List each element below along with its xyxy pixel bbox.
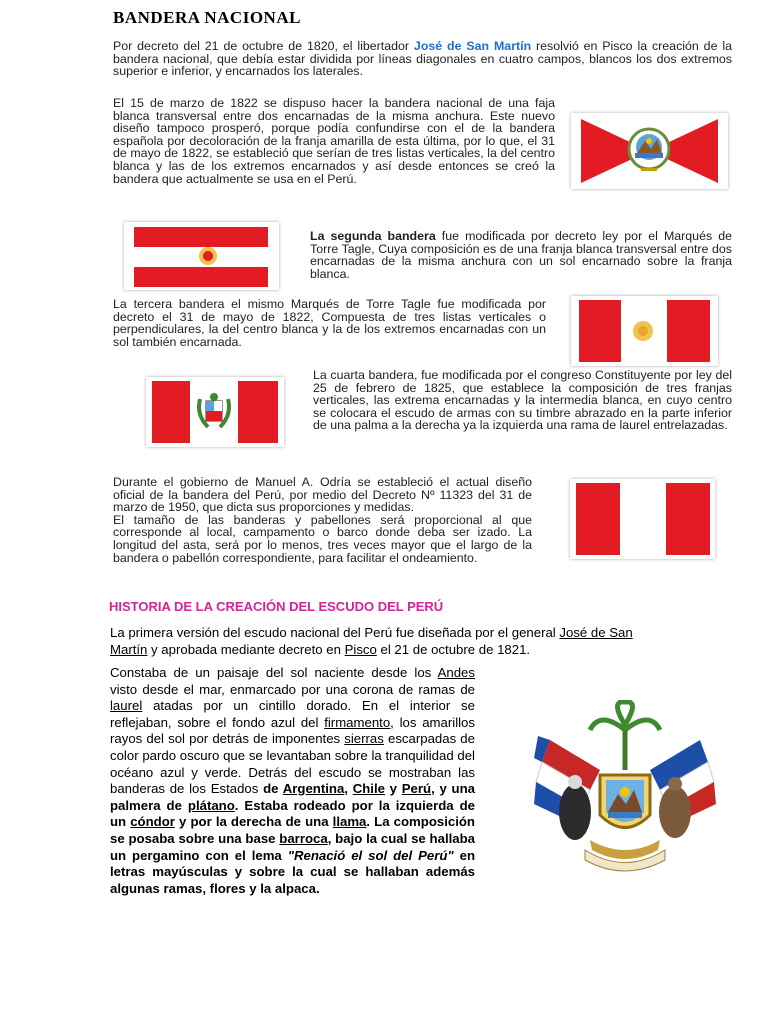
barroca-link[interactable]: barroca — [279, 830, 328, 846]
peru-link[interactable]: Perú — [401, 781, 432, 797]
second-flag-image — [124, 222, 279, 290]
pisco-link[interactable]: Pisco — [344, 641, 377, 657]
paragraph-6: Durante el gobierno de Manuel A. Odría se estableció el actual diseño oficial de la bandera del Perú, por medio del Decreto Nº 11323 del 31 de marzo de 1950, que dicta sus proporciones y medidas. El tamaño de las banderas y pabellones será proporcional al que corresponde al local, campamento o barco donde deba ser izado. La longitud del asta, será por lo menos, tres veces mayor que el largo de la bandera o pabellón correspondiente, para facilitar el ondeamiento. — [113, 475, 532, 565]
paragraph-5: La cuarta bandera, fue modificada por el congreso Constituyente por ley del 25 de febrero de 1825, que establece la composición de tres franjas verticales, las extrema encarnadas y la intermedia blanca, en cuyo centro se colocara el escudo de armas con su timbre abrazado en la parte inferior de una palma a la derecha ya la izquierda una rama de laurel entrelazadas. — [313, 368, 732, 433]
paragraph-8: La primera versión del escudo nacional del Perú fue diseñada por el general José de San Martín y aprobada mediante decreto en Pisco el 21 de octubre de 1821. — [110, 625, 633, 657]
llama-link[interactable]: llama — [332, 814, 367, 830]
argentina-link[interactable]: Argentina — [282, 781, 345, 797]
paragraph-2: El 15 de marzo de 1822 se dispuso hacer la bandera nacional de una faja blanca transversal entre dos encarnadas de la misma anchura. Este nuevo diseño tampoco prosperó, porque podía confundirse con el de la bandera española por decoloración de la franja amarilla de esta última, por lo que, el 31 de mayo de 1822, se estableció que serían de tres listas verticales, la del centro blanca y las de los extremos encarnados y así desde entonces se creó la bandera que actualmente se usa en el Perú. — [113, 96, 555, 186]
laurel-link[interactable]: laurel — [110, 698, 143, 714]
current-flag-image — [570, 479, 715, 559]
san-martin-link-2[interactable]: José de San Martín — [110, 625, 633, 657]
coat-of-arms-image — [530, 700, 720, 880]
third-flag-image — [571, 296, 718, 366]
condor-link[interactable]: cóndor — [130, 814, 175, 830]
paragraph-9: Constaba de un paisaje del sol naciente desde los Andes visto desde el mar, enmarcado por una corona de ramas de laurel atadas por un cintillo dorado. En el interior se reflejaban, sobre el fondo azul del firmamento, los amarillos rayos del sol por detrás de imponentes sierras escarpadas de color pardo oscuro que se levantaban sobre la tranquilidad del océano azul y verde. Detrás del escudo se mostraban las banderas de los Estados de Argentina, Chile y Perú, y una palmera de plátano. Estaba rodeado por la izquierda de un cóndor y por la derecha de una llama. La composición se posaba sobre una base barroca, bajo la cual se hallaba un pergamino con el lema "Renació el sol del Perú" en letras mayúsculas y sobre la cual se hallaban además algunas ramas, flores y la alpaca. — [110, 665, 476, 896]
chile-link[interactable]: Chile — [352, 781, 385, 797]
paragraph-1: Por decreto del 21 de octubre de 1820, el libertador José de San Martín resolvió en Pisco la creación de la bandera nacional, que debía estar dividida por líneas diagonales en cuatro campos, blancos los dos extremos superior e inferior, y encarnados los laterales. — [113, 39, 732, 79]
first-flag-image — [571, 113, 728, 189]
section-heading: HISTORIA DE LA CREACIÓN DEL ESCUDO DEL PERÚ — [109, 599, 444, 614]
page-title: BANDERA NACIONAL — [113, 8, 301, 27]
andes-link[interactable]: Andes — [437, 665, 475, 680]
san-martin-link[interactable]: José de San Martín — [413, 39, 532, 53]
platano-link[interactable]: plátano — [187, 797, 235, 813]
sierras-link[interactable]: sierras — [344, 731, 384, 747]
firmamento-link[interactable]: firmamento — [324, 714, 391, 730]
fourth-flag-image — [146, 377, 284, 447]
paragraph-4: La tercera bandera el mismo Marqués de Torre Tagle fue modificada por decreto el 31 de mayo de 1822, Compuesta de tres listas verticales o perpendiculares, la del centro blanca y la de los extremos encarnadas con un sol también encarnada. — [113, 297, 546, 349]
paragraph-3: La segunda bandera fue modificada por decreto ley por el Marqués de Torre Tagle, Cuya composición es de una franja blanca transversal entre dos encarnadas de la misma anchura con un sol encarnado sobre la franja blanca. — [310, 229, 733, 281]
